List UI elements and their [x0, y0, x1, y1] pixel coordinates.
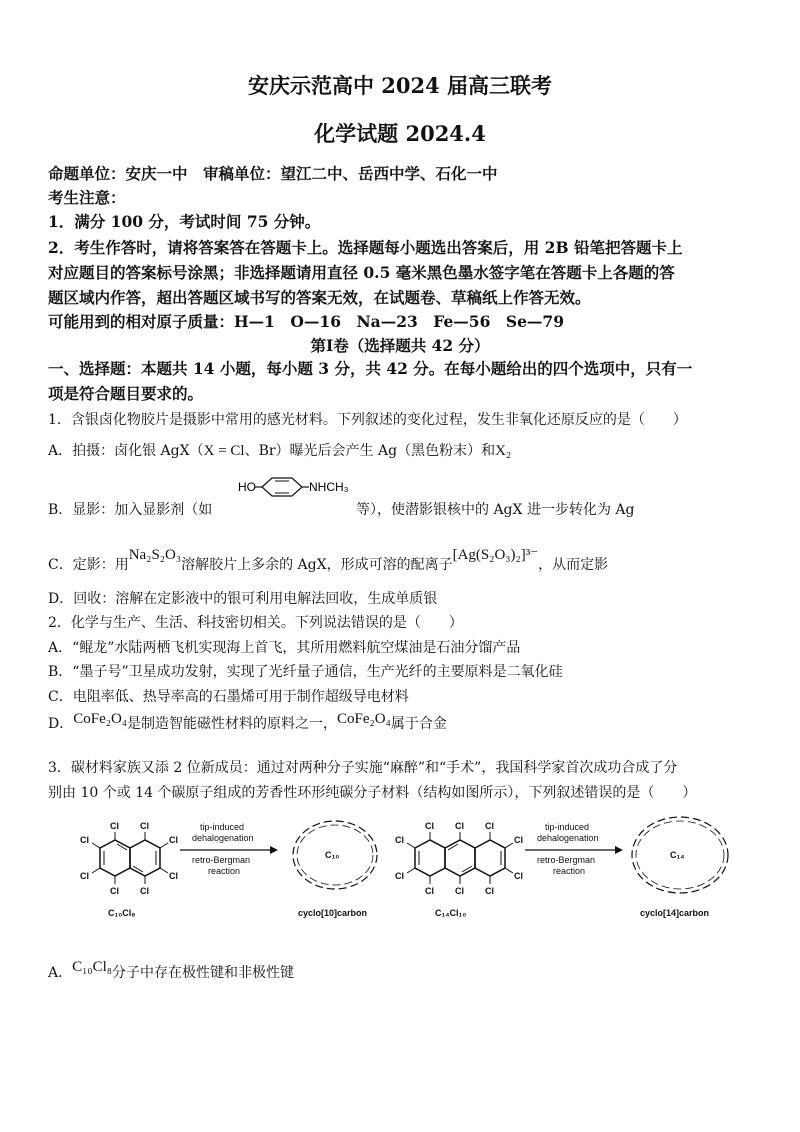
svg-text:Cl: Cl: [110, 886, 119, 896]
exam-title: 安庆示范高中 2024 届高三联考: [247, 73, 553, 98]
svg-text:dehalogenation: dehalogenation: [192, 833, 254, 843]
q1-option-c: [48, 547, 609, 574]
svg-text:Cl: Cl: [514, 835, 523, 845]
svg-text:Cl: Cl: [140, 886, 149, 896]
svg-text:Cl: Cl: [455, 821, 464, 831]
q1-option-b-prefix: B．显影：加入显影剂（如: [48, 502, 213, 518]
svg-text:Cl: Cl: [425, 886, 434, 896]
notice-2-line-2: 对应题目的答案标号涂黑；非选择题请用直径 0.5 毫米黑色墨水签字笔在答题卡上各题的答: [48, 263, 675, 282]
atomic-masses: 可能用到的相对原子质量：H—1 O—16 Na—23 Fe—56 Se—79: [48, 312, 564, 331]
exam-subtitle: 化学试题 2024.4: [314, 121, 486, 146]
notice-1: 1．满分 100 分，考试时间 75 分钟。: [48, 212, 321, 231]
notice-heading: 考生注意：: [48, 188, 126, 207]
c10cl8-structure: [80, 821, 178, 896]
svg-text:Cl: Cl: [140, 821, 149, 831]
cyclo10-ring: [293, 821, 377, 889]
svg-text:Cl: Cl: [485, 886, 494, 896]
svg-text:Cl: Cl: [455, 886, 464, 896]
svg-text:dehalogenation: dehalogenation: [537, 833, 599, 843]
svg-text:tip-induced: tip-induced: [200, 822, 245, 832]
q2-d-formula-1: CoFe₂O₄: [73, 711, 128, 727]
q3-option-a: [48, 959, 294, 982]
q1-option-b-suffix: 等），使潜影银核中的 AgX 进一步转化为 Ag: [356, 502, 635, 518]
c10cl8-label: C₁₀Cl₈: [108, 908, 136, 918]
cyclo10-label: cyclo[10]carbon: [298, 908, 368, 918]
svg-text:C₁₀: C₁₀: [325, 850, 340, 860]
reaction-arrow-2: [525, 822, 623, 876]
q2-d-middle: 是制造智能磁性材料的原料之一，: [127, 716, 338, 732]
q2-option-a: A．“鲲龙”水陆两栖飞机实现海上首飞，其所用燃料航空煤油是石油分馏产品: [48, 640, 521, 656]
q1-a-product: X₂: [495, 443, 512, 459]
q2-d-suffix: 属于合金: [390, 716, 447, 732]
svg-text:retro-Bergman: retro-Bergman: [192, 855, 251, 865]
q1-c-thiosulfate: Na₂S₂O₃: [128, 547, 182, 563]
q2-option-d: [48, 713, 447, 733]
section-instructions-line-1: 一、选择题：本题共 14 小题，每小题 3 分，共 42 分。在每小题给出的四个选项中，只有一: [48, 359, 693, 378]
q3-a-prefix: A．: [48, 965, 73, 981]
svg-text:Cl: Cl: [80, 835, 89, 845]
q2-option-b: B．“墨子号”卫星成功发射，实现了光纤量子通信，生产光纤的主要原料是二氧化硅: [48, 664, 563, 680]
svg-text:retro-Bergman: retro-Bergman: [537, 855, 596, 865]
q1-a-prefix: A．拍摄：卤化银 AgX（: [48, 443, 204, 459]
q2-option-c: C．电阻率低、热导率高的石墨烯可用于制作超级导电材料: [48, 689, 409, 705]
q1-c-complex-ion: [Ag(S₂O₃)₂]³⁻: [452, 547, 539, 563]
q1-option-d: D．回收：溶解在定影液中的银可利用电解法回收，生成单质银: [48, 591, 438, 607]
notice-2-line-3: 题区域内作答，超出答题区域书写的答案无效，在试题卷、草稿纸上作答无效。: [48, 288, 591, 307]
c14cl10-structure: [395, 821, 523, 896]
section-title: 第Ⅰ卷（选择题共 42 分）: [310, 336, 490, 355]
ho-label: HO: [238, 480, 256, 494]
developer-structure: [216, 474, 366, 518]
svg-text:C₁₄: C₁₄: [670, 850, 685, 860]
cyclo14-label: cyclo[14]carbon: [640, 908, 710, 918]
svg-text:reaction: reaction: [208, 866, 241, 876]
q2-d-prefix: D．: [48, 716, 74, 732]
cyclo14-ring: [632, 817, 728, 893]
svg-text:Cl: Cl: [80, 871, 89, 881]
q2-d-formula-2: CoFe₂O₄: [337, 711, 391, 727]
q2-stem: 2．化学与生产、生活、科技密切相关。下列说法错误的是（ ）: [48, 615, 463, 631]
q1-a-formula: X = Cl: [203, 443, 245, 459]
q3-stem-line-2: 别由 10 个或 14 个碳原子组成的芳香性环形纯碳分子材料（结构如图所示），下列叙述错误的是（ ）: [48, 785, 697, 801]
notice-2-line-1: 2．考生作答时，请将答案答在答题卡上。选择题每小题选出答案后，用 2B 铅笔把答题卡上: [48, 238, 683, 257]
section-instructions-line-2: 项是符合题目要求的。: [48, 384, 204, 403]
q1-option-a: [48, 440, 511, 460]
nhch3-label: NHCH₃: [309, 480, 349, 494]
svg-text:Cl: Cl: [395, 835, 404, 845]
q1-c-suffix: ，从而定影: [538, 557, 609, 573]
svg-text:Cl: Cl: [169, 835, 178, 845]
q3-reaction-figure: [60, 810, 750, 930]
svg-text:Cl: Cl: [395, 871, 404, 881]
authoring-units: 命题单位：安庆一中 审稿单位：望江二中、岳西中学、石化一中: [48, 164, 498, 183]
q1-c-prefix: C．定影：用: [48, 557, 129, 573]
svg-text:Cl: Cl: [425, 821, 434, 831]
reaction-arrow-1: [180, 822, 278, 876]
q1-stem: 1．含银卤化物胶片是摄影中常用的感光材料。下列叙述的变化过程，发生非氧化还原反应的是（ ）: [48, 412, 687, 428]
svg-text:Cl: Cl: [485, 821, 494, 831]
q3-stem-line-1: 3．碳材料家族又添 2 位新成员：通过对两种分子实施“麻醉”和“手术”，我国科学家首次成功合成了分: [48, 760, 678, 776]
q1-c-middle: 溶解胶片上多余的 AgX，形成可溶的配离子: [181, 557, 453, 573]
c14cl10-label: C₁₄Cl₁₀: [435, 908, 467, 918]
svg-text:tip-induced: tip-induced: [545, 822, 590, 832]
svg-text:reaction: reaction: [553, 866, 586, 876]
svg-text:Cl: Cl: [110, 821, 119, 831]
q3-a-suffix: 分子中存在极性键和非极性键: [112, 965, 294, 981]
q1-a-middle: 、Br）曝光后会产生 Ag（黑色粉末）和: [244, 443, 496, 459]
q3-a-formula: C₁₀Cl₈: [72, 959, 112, 975]
svg-text:Cl: Cl: [514, 871, 523, 881]
svg-text:Cl: Cl: [169, 871, 178, 881]
